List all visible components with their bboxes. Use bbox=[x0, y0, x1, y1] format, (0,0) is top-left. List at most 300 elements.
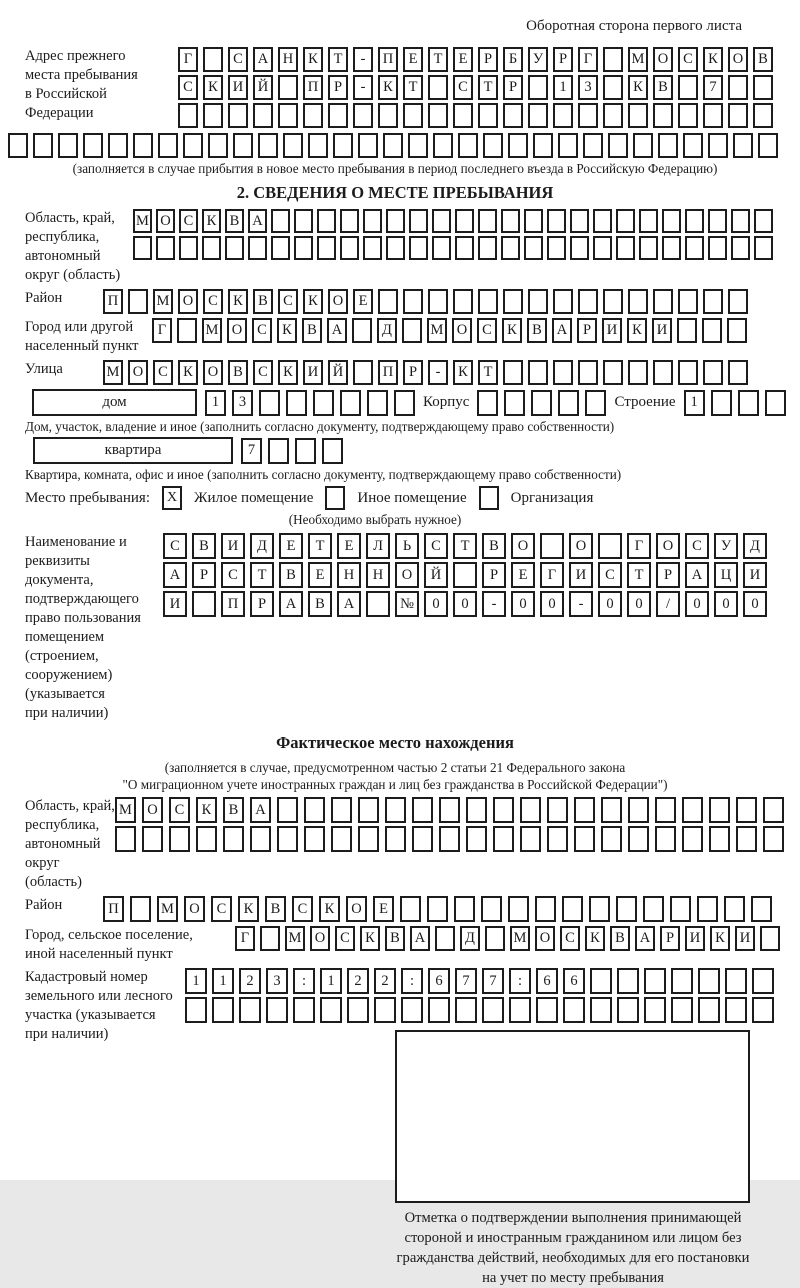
char-cell[interactable]: Е bbox=[373, 896, 394, 922]
char-cell[interactable] bbox=[531, 390, 552, 416]
char-cell[interactable]: 3 bbox=[266, 968, 288, 994]
char-cell[interactable] bbox=[628, 797, 649, 823]
char-cell[interactable] bbox=[644, 968, 666, 994]
char-cell[interactable] bbox=[683, 133, 703, 158]
char-cell[interactable] bbox=[158, 133, 178, 158]
char-cell[interactable] bbox=[352, 318, 372, 343]
char-cell[interactable] bbox=[685, 236, 704, 260]
char-cell[interactable] bbox=[58, 133, 78, 158]
char-cell[interactable] bbox=[286, 390, 307, 416]
char-cell[interactable] bbox=[277, 797, 298, 823]
char-cell[interactable] bbox=[528, 289, 548, 314]
char-cell[interactable] bbox=[271, 209, 290, 233]
char-cell[interactable]: 6 bbox=[536, 968, 558, 994]
char-cell[interactable] bbox=[678, 360, 698, 385]
char-cell[interactable] bbox=[402, 318, 422, 343]
char-cell[interactable] bbox=[313, 390, 334, 416]
char-cell[interactable] bbox=[253, 103, 273, 128]
char-cell[interactable]: В bbox=[308, 591, 332, 617]
char-cell[interactable] bbox=[212, 997, 234, 1023]
char-cell[interactable]: С bbox=[163, 533, 187, 559]
char-cell[interactable] bbox=[428, 289, 448, 314]
char-cell[interactable]: К bbox=[628, 75, 648, 100]
char-cell[interactable] bbox=[454, 896, 475, 922]
char-cell[interactable]: 1 bbox=[212, 968, 234, 994]
char-cell[interactable] bbox=[547, 236, 566, 260]
char-cell[interactable]: - bbox=[569, 591, 593, 617]
char-cell[interactable]: М bbox=[427, 318, 447, 343]
char-cell[interactable] bbox=[578, 289, 598, 314]
char-cell[interactable] bbox=[408, 133, 428, 158]
char-cell[interactable] bbox=[478, 103, 498, 128]
char-cell[interactable]: П bbox=[303, 75, 323, 100]
char-cell[interactable] bbox=[363, 209, 382, 233]
char-cell[interactable] bbox=[578, 103, 598, 128]
char-cell[interactable] bbox=[535, 896, 556, 922]
char-cell[interactable] bbox=[271, 236, 290, 260]
char-cell[interactable] bbox=[268, 438, 289, 464]
char-cell[interactable] bbox=[603, 47, 623, 72]
char-cell[interactable]: Г bbox=[578, 47, 598, 72]
char-cell[interactable] bbox=[328, 103, 348, 128]
char-cell[interactable]: К bbox=[710, 926, 730, 951]
char-cell[interactable]: В bbox=[228, 360, 248, 385]
char-cell[interactable]: М bbox=[103, 360, 123, 385]
char-cell[interactable]: А bbox=[685, 562, 709, 588]
char-cell[interactable] bbox=[644, 997, 666, 1023]
char-cell[interactable]: И bbox=[743, 562, 767, 588]
char-cell[interactable]: К bbox=[278, 360, 298, 385]
char-cell[interactable] bbox=[179, 236, 198, 260]
char-cell[interactable]: Р bbox=[192, 562, 216, 588]
char-cell[interactable] bbox=[528, 103, 548, 128]
char-cell[interactable]: К bbox=[228, 289, 248, 314]
char-cell[interactable] bbox=[724, 896, 745, 922]
char-cell[interactable] bbox=[725, 968, 747, 994]
char-cell[interactable] bbox=[347, 997, 369, 1023]
char-cell[interactable] bbox=[670, 896, 691, 922]
char-cell[interactable]: 0 bbox=[714, 591, 738, 617]
char-cell[interactable] bbox=[758, 133, 778, 158]
char-cell[interactable] bbox=[208, 133, 228, 158]
char-cell[interactable] bbox=[524, 209, 543, 233]
char-cell[interactable]: К bbox=[703, 47, 723, 72]
char-cell[interactable]: 0 bbox=[743, 591, 767, 617]
char-cell[interactable] bbox=[108, 133, 128, 158]
char-cell[interactable]: Т bbox=[328, 47, 348, 72]
char-cell[interactable] bbox=[130, 896, 151, 922]
char-cell[interactable]: К bbox=[203, 75, 223, 100]
char-cell[interactable] bbox=[258, 133, 278, 158]
char-cell[interactable] bbox=[733, 133, 753, 158]
char-cell[interactable] bbox=[752, 968, 774, 994]
char-cell[interactable] bbox=[763, 797, 784, 823]
char-cell[interactable] bbox=[223, 826, 244, 852]
char-cell[interactable]: У bbox=[714, 533, 738, 559]
char-cell[interactable]: О bbox=[128, 360, 148, 385]
char-cell[interactable]: С bbox=[221, 562, 245, 588]
char-cell[interactable]: О bbox=[346, 896, 367, 922]
char-cell[interactable]: Р bbox=[328, 75, 348, 100]
char-cell[interactable]: С bbox=[211, 896, 232, 922]
char-cell[interactable]: В bbox=[223, 797, 244, 823]
char-cell[interactable] bbox=[259, 390, 280, 416]
char-cell[interactable] bbox=[435, 926, 455, 951]
char-cell[interactable] bbox=[520, 797, 541, 823]
char-cell[interactable] bbox=[478, 236, 497, 260]
char-cell[interactable]: Р bbox=[250, 591, 274, 617]
char-cell[interactable]: М bbox=[202, 318, 222, 343]
char-cell[interactable]: Н bbox=[337, 562, 361, 588]
char-cell[interactable] bbox=[728, 289, 748, 314]
char-cell[interactable] bbox=[294, 209, 313, 233]
char-cell[interactable]: - bbox=[482, 591, 506, 617]
char-cell[interactable]: С bbox=[678, 47, 698, 72]
char-cell[interactable]: 0 bbox=[511, 591, 535, 617]
char-cell[interactable]: С bbox=[179, 209, 198, 233]
char-cell[interactable] bbox=[678, 75, 698, 100]
char-cell[interactable] bbox=[562, 896, 583, 922]
char-cell[interactable]: В bbox=[753, 47, 773, 72]
char-cell[interactable] bbox=[340, 209, 359, 233]
char-cell[interactable]: Л bbox=[366, 533, 390, 559]
char-cell[interactable] bbox=[738, 390, 759, 416]
char-cell[interactable] bbox=[458, 133, 478, 158]
char-cell[interactable] bbox=[763, 826, 784, 852]
char-cell[interactable] bbox=[260, 926, 280, 951]
char-cell[interactable] bbox=[142, 826, 163, 852]
char-cell[interactable]: 2 bbox=[239, 968, 261, 994]
char-cell[interactable] bbox=[685, 209, 704, 233]
char-cell[interactable] bbox=[643, 896, 664, 922]
char-cell[interactable]: В bbox=[653, 75, 673, 100]
char-cell[interactable]: Г bbox=[152, 318, 172, 343]
char-cell[interactable]: Е bbox=[337, 533, 361, 559]
char-cell[interactable]: Ц bbox=[714, 562, 738, 588]
char-cell[interactable]: М bbox=[510, 926, 530, 951]
char-cell[interactable] bbox=[558, 390, 579, 416]
char-cell[interactable]: К bbox=[502, 318, 522, 343]
char-cell[interactable] bbox=[754, 236, 773, 260]
char-cell[interactable]: В bbox=[610, 926, 630, 951]
char-cell[interactable] bbox=[169, 826, 190, 852]
char-cell[interactable]: М bbox=[115, 797, 136, 823]
char-cell[interactable] bbox=[658, 133, 678, 158]
char-cell[interactable] bbox=[633, 133, 653, 158]
char-cell[interactable] bbox=[455, 236, 474, 260]
char-cell[interactable]: В bbox=[253, 289, 273, 314]
char-cell[interactable] bbox=[203, 103, 223, 128]
char-cell[interactable]: Г bbox=[178, 47, 198, 72]
char-cell[interactable]: Б bbox=[503, 47, 523, 72]
char-cell[interactable]: 2 bbox=[347, 968, 369, 994]
char-cell[interactable] bbox=[203, 47, 223, 72]
char-cell[interactable] bbox=[628, 289, 648, 314]
char-cell[interactable]: И bbox=[602, 318, 622, 343]
char-cell[interactable]: В bbox=[482, 533, 506, 559]
char-cell[interactable] bbox=[616, 236, 635, 260]
char-cell[interactable]: Н bbox=[366, 562, 390, 588]
char-cell[interactable]: О bbox=[156, 209, 175, 233]
char-cell[interactable] bbox=[192, 591, 216, 617]
char-cell[interactable] bbox=[283, 133, 303, 158]
char-cell[interactable]: С bbox=[252, 318, 272, 343]
char-cell[interactable]: 1 bbox=[185, 968, 207, 994]
char-cell[interactable]: И bbox=[735, 926, 755, 951]
char-cell[interactable] bbox=[574, 797, 595, 823]
char-cell[interactable] bbox=[601, 797, 622, 823]
char-cell[interactable]: А bbox=[248, 209, 267, 233]
char-cell[interactable]: / bbox=[656, 591, 680, 617]
char-cell[interactable] bbox=[331, 797, 352, 823]
char-cell[interactable]: Е bbox=[308, 562, 332, 588]
char-cell[interactable] bbox=[322, 438, 343, 464]
char-cell[interactable]: К bbox=[627, 318, 647, 343]
char-cell[interactable]: 6 bbox=[428, 968, 450, 994]
char-cell[interactable]: А bbox=[250, 797, 271, 823]
char-cell[interactable] bbox=[481, 896, 502, 922]
char-cell[interactable]: О bbox=[310, 926, 330, 951]
char-cell[interactable] bbox=[570, 236, 589, 260]
char-cell[interactable]: И bbox=[228, 75, 248, 100]
char-cell[interactable] bbox=[703, 103, 723, 128]
char-cell[interactable]: С bbox=[228, 47, 248, 72]
char-cell[interactable] bbox=[570, 209, 589, 233]
char-cell[interactable]: Й bbox=[424, 562, 448, 588]
char-cell[interactable] bbox=[278, 103, 298, 128]
char-cell[interactable]: Р bbox=[503, 75, 523, 100]
char-cell[interactable]: : bbox=[293, 968, 315, 994]
char-cell[interactable] bbox=[225, 236, 244, 260]
char-cell[interactable]: 3 bbox=[232, 390, 253, 416]
char-cell[interactable] bbox=[295, 438, 316, 464]
char-cell[interactable] bbox=[340, 390, 361, 416]
char-cell[interactable] bbox=[708, 133, 728, 158]
char-cell[interactable] bbox=[453, 562, 477, 588]
char-cell[interactable]: Р bbox=[656, 562, 680, 588]
char-cell[interactable] bbox=[698, 997, 720, 1023]
char-cell[interactable]: С bbox=[169, 797, 190, 823]
char-cell[interactable] bbox=[731, 236, 750, 260]
char-cell[interactable]: : bbox=[509, 968, 531, 994]
char-cell[interactable] bbox=[183, 133, 203, 158]
char-cell[interactable] bbox=[703, 289, 723, 314]
char-cell[interactable] bbox=[725, 997, 747, 1023]
char-cell[interactable] bbox=[698, 968, 720, 994]
char-cell[interactable] bbox=[728, 360, 748, 385]
char-cell[interactable] bbox=[751, 896, 772, 922]
char-cell[interactable] bbox=[528, 360, 548, 385]
char-cell[interactable] bbox=[682, 797, 703, 823]
char-cell[interactable] bbox=[403, 103, 423, 128]
char-cell[interactable]: Т bbox=[453, 533, 477, 559]
char-cell[interactable]: 0 bbox=[453, 591, 477, 617]
char-cell[interactable] bbox=[678, 103, 698, 128]
char-cell[interactable] bbox=[711, 390, 732, 416]
char-cell[interactable] bbox=[439, 826, 460, 852]
char-cell[interactable]: А bbox=[327, 318, 347, 343]
char-cell[interactable]: С bbox=[560, 926, 580, 951]
char-cell[interactable] bbox=[455, 209, 474, 233]
char-cell[interactable] bbox=[553, 289, 573, 314]
char-cell[interactable] bbox=[655, 826, 676, 852]
char-cell[interactable]: А bbox=[410, 926, 430, 951]
char-cell[interactable] bbox=[250, 826, 271, 852]
char-cell[interactable] bbox=[453, 103, 473, 128]
char-cell[interactable]: К bbox=[303, 47, 323, 72]
char-cell[interactable] bbox=[501, 236, 520, 260]
char-cell[interactable] bbox=[603, 103, 623, 128]
char-cell[interactable]: К bbox=[303, 289, 323, 314]
char-cell[interactable] bbox=[367, 390, 388, 416]
char-cell[interactable] bbox=[83, 133, 103, 158]
stay-type-checkbox-residential[interactable]: X bbox=[162, 486, 182, 510]
char-cell[interactable]: О bbox=[328, 289, 348, 314]
char-cell[interactable]: И bbox=[569, 562, 593, 588]
char-cell[interactable]: Г bbox=[627, 533, 651, 559]
char-cell[interactable]: О bbox=[395, 562, 419, 588]
stay-type-checkbox-other-premises[interactable] bbox=[325, 486, 345, 510]
char-cell[interactable]: О bbox=[142, 797, 163, 823]
char-cell[interactable] bbox=[133, 133, 153, 158]
char-cell[interactable] bbox=[394, 390, 415, 416]
char-cell[interactable] bbox=[503, 360, 523, 385]
char-cell[interactable]: П bbox=[221, 591, 245, 617]
char-cell[interactable] bbox=[466, 797, 487, 823]
char-cell[interactable]: О bbox=[203, 360, 223, 385]
char-cell[interactable]: 0 bbox=[598, 591, 622, 617]
char-cell[interactable] bbox=[736, 797, 757, 823]
char-cell[interactable] bbox=[553, 360, 573, 385]
char-cell[interactable] bbox=[598, 533, 622, 559]
char-cell[interactable]: О bbox=[511, 533, 535, 559]
char-cell[interactable]: К bbox=[378, 75, 398, 100]
char-cell[interactable] bbox=[653, 360, 673, 385]
char-cell[interactable]: С bbox=[453, 75, 473, 100]
char-cell[interactable]: Т bbox=[308, 533, 332, 559]
char-cell[interactable]: М bbox=[628, 47, 648, 72]
char-cell[interactable] bbox=[386, 209, 405, 233]
char-cell[interactable] bbox=[574, 826, 595, 852]
char-cell[interactable] bbox=[524, 236, 543, 260]
char-cell[interactable]: В bbox=[385, 926, 405, 951]
char-cell[interactable] bbox=[239, 997, 261, 1023]
char-cell[interactable]: Р bbox=[403, 360, 423, 385]
char-cell[interactable]: О bbox=[535, 926, 555, 951]
char-cell[interactable] bbox=[728, 75, 748, 100]
char-cell[interactable]: 0 bbox=[424, 591, 448, 617]
char-cell[interactable] bbox=[727, 318, 747, 343]
char-cell[interactable] bbox=[278, 75, 298, 100]
char-cell[interactable] bbox=[583, 133, 603, 158]
char-cell[interactable] bbox=[601, 826, 622, 852]
char-cell[interactable] bbox=[412, 797, 433, 823]
char-cell[interactable] bbox=[728, 103, 748, 128]
char-cell[interactable] bbox=[156, 236, 175, 260]
char-cell[interactable]: А bbox=[635, 926, 655, 951]
char-cell[interactable] bbox=[563, 997, 585, 1023]
char-cell[interactable]: П bbox=[378, 360, 398, 385]
char-cell[interactable] bbox=[428, 103, 448, 128]
char-cell[interactable] bbox=[753, 75, 773, 100]
char-cell[interactable]: К bbox=[319, 896, 340, 922]
char-cell[interactable] bbox=[616, 896, 637, 922]
char-cell[interactable] bbox=[585, 390, 606, 416]
char-cell[interactable]: К bbox=[277, 318, 297, 343]
char-cell[interactable]: Е bbox=[511, 562, 535, 588]
char-cell[interactable]: 0 bbox=[685, 591, 709, 617]
char-cell[interactable] bbox=[589, 896, 610, 922]
char-cell[interactable] bbox=[617, 997, 639, 1023]
char-cell[interactable] bbox=[528, 75, 548, 100]
char-cell[interactable]: Д bbox=[460, 926, 480, 951]
char-cell[interactable]: М bbox=[157, 896, 178, 922]
char-cell[interactable] bbox=[304, 797, 325, 823]
char-cell[interactable]: - bbox=[353, 47, 373, 72]
char-cell[interactable] bbox=[33, 133, 53, 158]
char-cell[interactable] bbox=[603, 75, 623, 100]
char-cell[interactable]: С bbox=[203, 289, 223, 314]
char-cell[interactable] bbox=[653, 289, 673, 314]
char-cell[interactable] bbox=[383, 133, 403, 158]
char-cell[interactable]: 1 bbox=[684, 390, 705, 416]
char-cell[interactable]: Е bbox=[279, 533, 303, 559]
char-cell[interactable] bbox=[671, 968, 693, 994]
char-cell[interactable] bbox=[547, 209, 566, 233]
char-cell[interactable] bbox=[386, 236, 405, 260]
char-cell[interactable]: О bbox=[178, 289, 198, 314]
char-cell[interactable] bbox=[558, 133, 578, 158]
char-cell[interactable] bbox=[662, 236, 681, 260]
char-cell[interactable] bbox=[708, 236, 727, 260]
char-cell[interactable] bbox=[358, 133, 378, 158]
char-cell[interactable]: П bbox=[378, 47, 398, 72]
char-cell[interactable] bbox=[709, 826, 730, 852]
char-cell[interactable]: В bbox=[225, 209, 244, 233]
char-cell[interactable]: М bbox=[153, 289, 173, 314]
char-cell[interactable]: К bbox=[360, 926, 380, 951]
char-cell[interactable] bbox=[485, 926, 505, 951]
char-cell[interactable] bbox=[547, 826, 568, 852]
char-cell[interactable] bbox=[547, 797, 568, 823]
char-cell[interactable] bbox=[294, 236, 313, 260]
char-cell[interactable] bbox=[765, 390, 786, 416]
char-cell[interactable]: И bbox=[163, 591, 187, 617]
char-cell[interactable]: № bbox=[395, 591, 419, 617]
char-cell[interactable] bbox=[320, 997, 342, 1023]
char-cell[interactable] bbox=[128, 289, 148, 314]
char-cell[interactable] bbox=[682, 826, 703, 852]
char-cell[interactable] bbox=[401, 997, 423, 1023]
char-cell[interactable] bbox=[366, 591, 390, 617]
char-cell[interactable]: Й bbox=[328, 360, 348, 385]
char-cell[interactable] bbox=[353, 360, 373, 385]
char-cell[interactable] bbox=[603, 360, 623, 385]
char-cell[interactable]: - bbox=[353, 75, 373, 100]
char-cell[interactable] bbox=[501, 209, 520, 233]
char-cell[interactable]: Р bbox=[482, 562, 506, 588]
char-cell[interactable]: У bbox=[528, 47, 548, 72]
char-cell[interactable] bbox=[427, 896, 448, 922]
char-cell[interactable]: Г bbox=[235, 926, 255, 951]
char-cell[interactable] bbox=[233, 133, 253, 158]
char-cell[interactable] bbox=[412, 826, 433, 852]
char-cell[interactable]: М bbox=[133, 209, 152, 233]
char-cell[interactable]: Е bbox=[353, 289, 373, 314]
char-cell[interactable] bbox=[590, 997, 612, 1023]
char-cell[interactable] bbox=[493, 826, 514, 852]
char-cell[interactable]: А bbox=[253, 47, 273, 72]
